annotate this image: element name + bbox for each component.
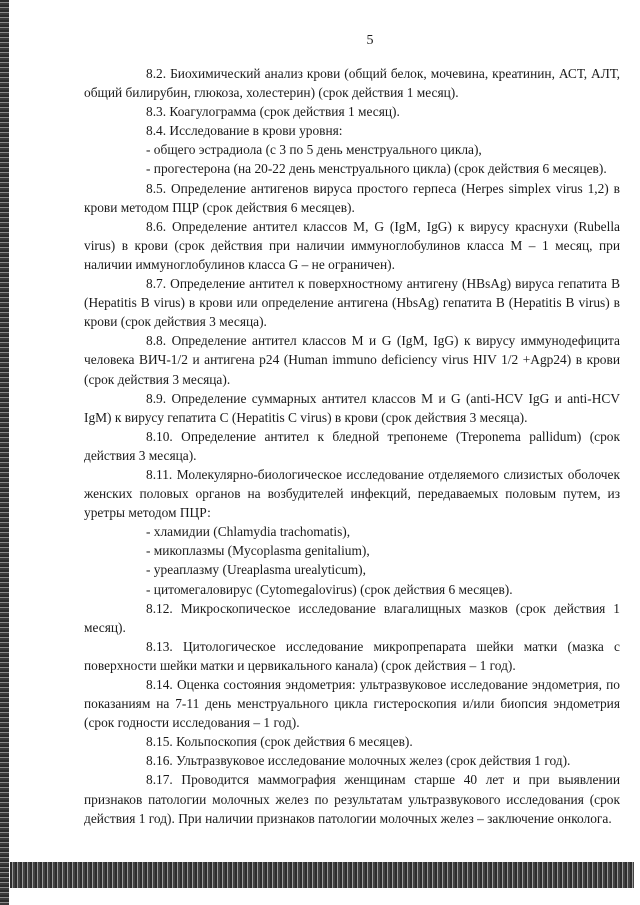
list-item: - микоплазмы (Mycoplasma genitalium), [146,543,370,559]
paragraph: 8.15. Кольпоскопия (срок действия 6 месяцев). [146,734,413,750]
paragraph: 8.3. Коагулограмма (срок действия 1 месяц). [146,104,400,120]
list-item: - цитомегаловирус (Cytomegalovirus) (срок действия 6 месяцев). [146,581,513,597]
paragraph: - общего эстрадиола (с 3 по 5 день менструального цикла), [146,142,482,158]
scan-edge-left [0,0,9,905]
paragraph: 8.8. Определение антител классов M и G (IgM, IgG) к вирусу иммунодефицита человека ВИЧ-1/2 и антигена p24 (Human immuno deficiency virus HIV 1/2 +Agp24) в крови (срок действия 3 месяца). [84,333,620,387]
paragraph: 8.6. Определение антител классов M, G (IgM, IgG) к вирусу краснухи (Rubella virus) в крови (срок действия при наличии иммуноглобулинов класса M – 1 месяц, при наличии иммуноглобулинов класса G – не ограничен). [84,218,620,272]
paragraph: 8.9. Определение суммарных антител классов M и G (anti-HCV IgG и anti-HCV IgM) к вирусу гепатита С (Hepatitis C virus) в крови (срок действия 3 месяца). [84,390,620,425]
paragraph: 8.2. Биохимический анализ крови (общий белок, мочевина, креатинин, АСТ, АЛТ, общий билирубин, глюкоза, холестерин) (срок действия 1 месяц). [84,66,620,101]
paragraph: 8.4. Исследование в крови уровня: [146,123,343,139]
paragraph: 8.14. Оценка состояния эндометрия: ультразвуковое исследование эндометрия, по показаниям на 7-11 день менструального цикла гистероскопия и/или биопсия эндометрия (срок годности исследования – 1 год). [84,677,620,731]
list-item: - хламидии (Chlamydia trachomatis), [146,524,351,540]
paragraph: 8.7. Определение антител к поверхностному антигену (HBsAg) вируса гепатита B (Hepatitis B virus) в крови или определение антигена (HbsAg) гепатита B (Hepatitis B virus) в крови (срок действия 3 месяца). [84,276,620,330]
list-item: - уреаплазму (Ureaplasma urealyticum), [146,562,366,578]
page-number: 5 [366,33,374,48]
paragraph: 8.10. Определение антител к бледной трепонеме (Treponema pallidum) (срок действия 3 месяца). [84,428,620,463]
paragraph: 8.13. Цитологическое исследование микропрепарата шейки матки (мазка с поверхности шейки матки и цервикального канала) (срок действия – 1 год). [84,638,620,673]
paragraph: 8.5. Определение антигенов вируса простого герпеса (Herpes simplex virus 1,2) в крови методом ПЦР (срок действия 6 месяцев). [84,180,620,215]
paragraph: 8.12. Микроскопическое исследование влагалищных мазков (срок действия 1 месяц). [84,600,620,635]
scan-edge-bottom [10,862,634,888]
paragraph: 8.17. Проводится маммография женщинам старше 40 лет и при выявлении признаков патологии молочных желез по результатам ультразвукового исследования (срок действия 1 год). При наличии признаков патологии молочных желез – заключение онколога. [84,772,620,826]
paragraph: 8.11. Молекулярно-биологическое исследование отделяемого слизистых оболочек женских половых органов на возбудителей инфекций, передаваемых половым путем, из уретры методом ПЦР: [84,466,620,521]
paragraph: - прогестерона (на 20-22 день менструального цикла) (срок действия 6 месяцев). [146,161,607,177]
document-body [84,64,620,828]
paragraph: 8.16. Ультразвуковое исследование молочных желез (срок действия 1 год). [146,753,571,769]
